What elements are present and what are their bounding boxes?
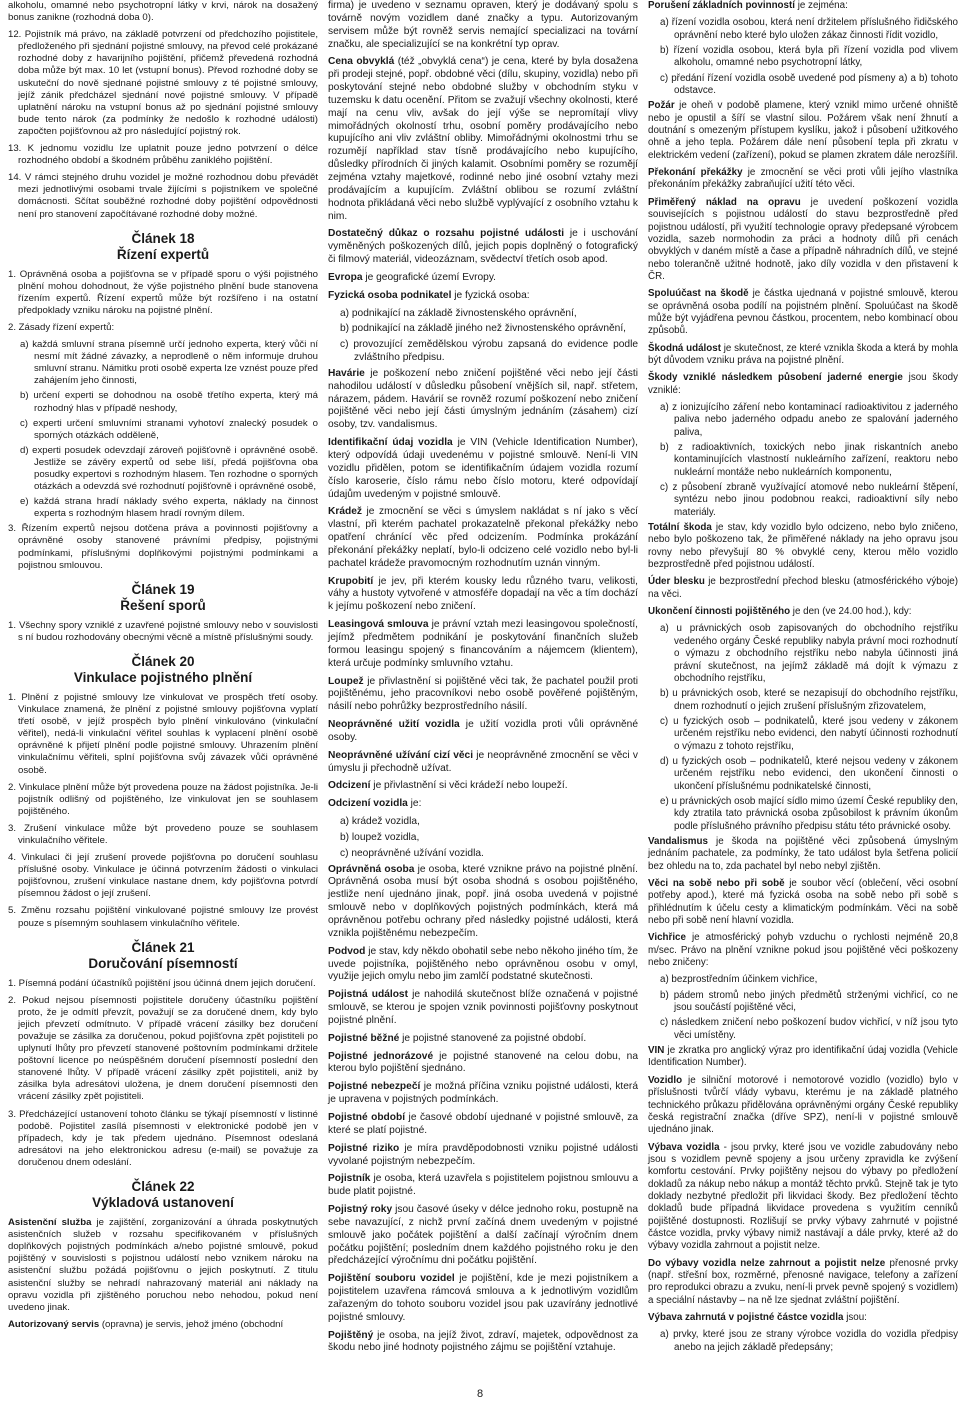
definition-body: jsou: <box>843 1312 867 1323</box>
definition-term: Vozidlo <box>648 1074 683 1086</box>
definition-body: je: <box>407 798 422 810</box>
definition-term: Pojistné nebezpečí <box>328 1081 421 1093</box>
definition <box>648 1045 958 1070</box>
definition-term: Neoprávněné užívání cizí věci <box>328 749 474 761</box>
paragraph-14: 14. V rámci stejného druhu vozidel je možné rozhodnou dobu převádět mezi jednotlivými osobami trvale žijícími s pojistníkem ve společné domácnosti. Sčítat souběžné rozhodné doby pojištění odpovědnosti není pro stanovení započítávané rozhodné doby možné. <box>8 172 318 220</box>
definition-body: je užití vozidla proti vůli oprávněné osoby. <box>328 719 638 743</box>
a18-item-c: c) experti určení smluvními stranami vyhotoví znalecký posudek o sporných otázkách odděleně, <box>20 417 318 441</box>
definition-body: je zmocnění se věci proti vůli jejího vlastníka překonáním překážky zabraňující užití této věci. <box>648 167 959 191</box>
a21-paragraph-2: 2. Pokud nejsou písemnosti pojistitele doručeny účastníku pojištění proto, že je odmítl převzít, považují se za doručené dnem, kdy bylo jejich převzetí odmítnuto. V případě vrácení zásilky bez doručení považuje se zásilka za doručenou, pokud pojišťovna zpět pojistiteli po uplynutí lhůty pro převzetí stanovené poštovním podmínkami držitele poštovní licence po neúspěšném doručení písemností poslední den stanovené lhůty. V případě vrácení zásilky zpět pojistiteli, aniž by zásilka byla adresátovi uložena, je dnem doručení písemnosti den vrácení zásilky zpět pojistiteli. <box>8 994 318 1103</box>
definition <box>328 780 638 793</box>
definition-body: je zejména: <box>794 0 848 11</box>
a21-paragraph-1: 1. Písemná podání účastníků pojištění jsou účinná dnem jejich doručení. <box>8 977 316 989</box>
definition-term: Loupež <box>328 675 364 687</box>
definition-body: je právní vztah mezi leasingovou společností, jejímž předmětem podnikání je poskytování finančních služeb formou leasingu spojený s financováním a nájemcem (klientem), která určuje podmínky smluvního vztahu. <box>328 619 638 669</box>
definition-list <box>328 0 638 1355</box>
definition-term: Překonání překážky <box>648 167 743 179</box>
list-item: a) krádež vozidla, <box>340 816 420 828</box>
definition <box>328 1204 638 1268</box>
definition-body: je osoba, která uzavřela s pojistitelem pojistnou smlouvu a bude platit pojistné. <box>328 1173 638 1198</box>
definition-body: (opravna) je servis, jehož jméno (obchodní <box>99 1318 284 1330</box>
article-19-title: Řešení sporů <box>120 597 206 613</box>
definition-body: je skutečnost, ze které vznikla škoda a která by mohla být důvodem vzniku práva na pojistné plnění. <box>648 342 958 366</box>
definition-body: je den (ve 24.00 hod.), kdy: <box>790 606 912 618</box>
column-middle <box>328 0 638 1360</box>
definition-term: Asistenční služba <box>8 1217 92 1229</box>
article-21-title: Doručování písemností <box>88 955 238 971</box>
definition-body: je fyzická osoba: <box>451 289 530 301</box>
article-20-heading <box>8 654 318 686</box>
definition-body: je možná příčina vzniku pojistné události, která je upravena v pojistných podmínkách. <box>328 1081 638 1106</box>
definition-term: Škody vzniklé následkem působení jaderné energie <box>648 372 903 384</box>
definition-term: Evropa <box>328 271 363 283</box>
definition-body: je míra pravděpodobnosti vzniku pojistné události vyvolané pojistným nebezpečím. <box>328 1142 638 1167</box>
a18-paragraph-2: 2. Zásady řízení expertů: <box>8 321 115 333</box>
definition <box>648 100 958 162</box>
definition-term: Pojištění souboru vozidel <box>328 1273 455 1285</box>
definition-body: je bezprostřední přechod blesku (atmosférického výboje) na věci. <box>648 576 958 600</box>
article-20-number: Článek 20 <box>131 653 195 669</box>
definition <box>328 1112 638 1138</box>
list-item: a) podnikající na základě živnostenského oprávnění, <box>340 307 577 319</box>
definition <box>328 290 638 303</box>
definition-body: je neoprávněné zmocnění se věci v úmyslu ji přechodně užívat. <box>328 749 638 774</box>
list-item: d) u fyzických osob – podnikatelů, které nejsou vedeny v zákonem určeném rejstříku nebo evidenci, den ukončení činnosti o ukončení příslušnému podnikatelské činnosti, <box>660 755 958 792</box>
definition-term: Podvod <box>328 945 366 957</box>
a18-item-d: d) experti posudek odevzdají zároveň pojišťovně i oprávněné osobě. Jestliže se závěry expertů od sebe liší, předá pojišťovna oba posudky expertovi s rozhodným hlasem. Ten rozhodne o sporných otázkách a odevzdá své rozhodnutí pojišťovně i oprávněné osobě, <box>20 444 318 493</box>
definition-term: Cena obvyklá <box>328 56 395 68</box>
definition-term: Odcizení vozidla <box>328 798 408 810</box>
definition <box>648 606 958 618</box>
definition-term: Přiměřený náklad na opravu <box>648 196 801 208</box>
definition <box>648 288 958 337</box>
definition-body: je silniční motorové i nemotorové vozidlo (vozidlo) bylo v příslušnosti tvůrčí vlády vybavu, kterému je na základě platného technického průkazu přidělována oprávněnými orgány České republiky česká registrační značka (dříve SPZ), není-li v pojistné smlouvě ujednáno jinak. <box>648 1074 958 1136</box>
definition <box>648 372 958 397</box>
definition <box>328 0 638 51</box>
definition <box>648 197 958 283</box>
definition-body: je stav, kdy někdo obohatil sebe nebo někoho jiného tím, že uvede pojistníka, pojištěného nebo oprávněnou osobu v omyl, využije jejich omylu nebo jim zamlčí podstatné skutečnosti. <box>328 945 638 983</box>
article-22-title: Výkladová ustanovení <box>92 1195 234 1211</box>
definition <box>648 932 958 969</box>
definition-body: - jsou prvky, které jsou ve vozidle zabudovány nebo jsou s vozidlem pevně spojeny a jsou určeny zpravidla ke zvýšení komfortu cestování. Prvky pojištěny nejsou do výbavy po předložení dokladů za nákup nebo nákup a montáž těchto prvků. Stejně tak je tyto doklady nezbytné předložit při likvidaci škody. Bez předložení těchto dokladů bude případná likvidace provedena s využitím cenníků pojištěné dostupnosti. Rozlišují se prvky výbavy zahrnuté v pojistné částce vozidla, prvky výbavy nimiž nastávají a dále prvky, které až do výbavy vozidla zahrnout a pojistit nelze. <box>648 1141 959 1252</box>
definition-body: je geografické území Evropy. <box>362 271 496 283</box>
definition <box>328 506 638 570</box>
definition-body: je nahodilá skutečnost blíže označená v pojistné smlouvě, se kterou je spojen vznik povinnosti pojišťovny poskytnout pojistné plnění. <box>328 989 638 1026</box>
definition-body: je pojistné stanovené na celou dobu, na kterou bylo pojištění sjednáno. <box>328 1050 638 1075</box>
list-item: a) prvky, které jsou ze strany výrobce vozidla do vozidla předpisy anebo na jejich základě předepsány; <box>660 1329 958 1353</box>
definition <box>328 272 638 285</box>
definition-term: Vichřice <box>648 932 686 944</box>
definition-body: přenosné prvky (např. střešní box, rozměrné, přenosné navigace, telefony a zařízení pro reprodukci obrazu a zvuku, není-li prvek pevně spojený s vozidlem) a speciální nástavby – na ně lze sjednat zvláštní pojištění. <box>648 1257 959 1306</box>
definition-body: je osoba, které vznikne právo na pojistné plnění. Oprávněná osoba musí být osoba shodná s osobou pojištěného, jestliže není ujednáno jinak, popř. jiná osoba uvedená v pojistné smlouvě nebo v doplňkových pojistných podmínkách, která má oprávněnou potřebu ochrany před následky pojistné události, která vznikla pojištěnému nebezpečím. <box>328 863 638 939</box>
article-22-number: Článek 22 <box>131 1179 195 1195</box>
list-item: c) následkem zničení nebo poškození budov vichřicí, v níž jsou tyto věci umístěny. <box>660 1017 958 1041</box>
definition <box>328 1173 638 1199</box>
definition-term: Identifikační údaj vozidla <box>328 437 453 449</box>
definition-term: Odcizení <box>328 780 371 792</box>
list-item: b) u právnických osob, které se nezapisují do obchodního rejstříku, dnem rozhodnutí o jejich zrušení příslušným zřizovatelem, <box>660 688 958 712</box>
definition-term: Fyzická osoba podnikatel <box>328 289 452 301</box>
definition-list <box>648 0 958 1354</box>
definition <box>648 836 958 873</box>
article-22-heading <box>8 1179 318 1211</box>
list-item: b) loupež vozidla, <box>340 831 420 843</box>
a18-paragraph-3: 3. Řízením expertů nejsou dotčena práva a povinnosti pojišťovny a oprávněné osoby stanovené právními předpisy, pojistnými podmínkami, příslušnými doplňkovými pojistnými podmínkami a pojistnou smlouvou. <box>8 523 318 571</box>
list-item: c) provozující zemědělskou výrobu zapsaná do evidence podle zvláštního předpisu. <box>340 339 638 364</box>
definition-term: Porušení základních povinností <box>648 0 795 11</box>
definition <box>328 989 638 1028</box>
definition-body: jsou škody vzniklé: <box>648 372 958 396</box>
definition-body: je soubor věcí (oblečení, věci osobní potřeby apod.), které má fyzická osoba na sobě nebo při sobě s přihlédnutím k účelu cesty a klimatickým podmínkám. Věci na sobě nebo při sobě není hlavní vozidla. <box>648 878 958 927</box>
definition-term: Spoluúčast na škodě <box>648 288 749 300</box>
definition-term: Dostatečný důkaz o rozsahu pojistné události <box>328 228 565 240</box>
definition-body: je pojistné stanovené za pojistné období. <box>399 1032 587 1044</box>
definition-body: je jev, při kterém kousky ledu různého tvaru, velikosti, váhy a hustoty vytvořené v atmosféře dopadají na věc a tím dochází k jejímu poškození nebo zničení. <box>328 575 638 613</box>
list-item: c) u fyzických osob – podnikatelů, které jsou vedeny v zákonem určeném rejstříku nebo evidenci, den nabytí účinnosti rozhodnutí o výmazu z tohoto rejstříku, <box>660 715 958 752</box>
definition-body: je i uschování vyměněných poškozených dílů, jejich popis doplněný o fotografický či filmový materiál, videozáznam, svědectví třetích osob apod. <box>328 228 638 266</box>
definition <box>328 864 638 941</box>
definition-term: Leasingová smlouva <box>328 619 429 631</box>
definition <box>328 437 638 501</box>
definition-body: je osoba, na jejíž život, zdraví, majetek, odpovědnost za škodu nebo jiné hodnoty pojistného zájmu se pojištění vztahuje. <box>328 1329 638 1354</box>
article-18-title: Řízení expertů <box>116 246 210 262</box>
definition-body: je časové období ujednané v pojistné smlouvě, za které se platí pojistné. <box>328 1111 638 1136</box>
definition <box>8 1319 318 1331</box>
definition <box>328 1033 638 1046</box>
definition-term: Neoprávněné užití vozidla <box>328 719 460 731</box>
definition-term: Krádež <box>328 506 362 518</box>
page-number: 8 <box>476 1388 484 1400</box>
definition-body: je poškození nebo zničení pojištěné věci nebo její části nahodilou událostí v důsledku působení vnějších sil, např. střetem, nárazem, pádem. Havárií se rovněž rozumí poškození nebo zničení pojištěné věci nebo její části úmyslným jednáním (zásahem) cizí osoby, tzv. vandalismus. <box>328 367 638 431</box>
definition-body: je zkratka pro anglický výraz pro identifikační údaj vozidla (Vehicle Identification Number). <box>648 1045 958 1069</box>
definition-body: je zajištění, zorganizování a úhrada poskytnutých asistenčních služeb v rozsahu specifikovaném v příslušných doplňkových pojistných podmínkách a/nebo pojistné smlouvě, pokud pojištěný v souvislosti s pojistnou událostí nebo vznikem nároku na asistenční službu požádá pojišťovnu o jejich poskytnutí. Z titulu asistenční služby se nehradí nahrazovaný materiál ani náklady na opravu vozidla při zjištěného poruchou nebo nehodou, pokud není uvedeno jinak. <box>8 1217 318 1313</box>
definition-term: Krupobití <box>328 575 374 587</box>
a20-paragraph-1: 1. Plnění z pojistné smlouvy lze vinkulovat ve prospěch třetí osoby. Vinkulace znamená, že plnění z pojistné smlouvy pojišťovna vyplatí třetí osobě, v jejíž prospěch bylo plnění vinkulováno (vinkulační věřitel), nedá-li vinkulační věřitel souhlas k vyplacení plnění osobě oprávněné k přijetí plnění podle pojistné smlouvy. Uhrazením plnění vinkulačnímu věřiteli, splní pojišťovna svůj závazek vůči oprávněné osobě. <box>8 691 318 776</box>
column-left <box>8 0 318 1336</box>
definition <box>328 719 638 745</box>
definition-term: Vandalismus <box>648 835 708 847</box>
definition-term: Ukončení činnosti pojištěného <box>648 606 791 618</box>
definition <box>648 878 958 927</box>
definition-body: firma) je uvedeno v seznamu opraven, který je dodávaný spolu s továrně novým vozidlem dané značky a typu. Autorizovaným servisem může být rovněž servis nemající specializaci na tovární značku, ale specializující se na konkrétní typ oprav. <box>328 0 638 50</box>
definition <box>328 368 638 432</box>
definition <box>328 1143 638 1169</box>
definition-body: je atmosférický pohyb vzduchu o rychlosti nejméně 20,8 m/sec. Právo na plnění vznikne pokud jsou pojištěné věci poškozeny nebo zničeny: <box>648 932 958 969</box>
list-item: b) pádem stromů nebo jiných předmětů strženými vichřicí, co ne jsou součástí pojištěné věci, <box>660 989 958 1014</box>
a20-paragraph-2: 2. Vinkulace plnění může být provedena pouze na žádost pojistníka. Je-li pojistník odlišný od pojištěného, lze vinkulovat jen se souhlasem pojištěného. <box>8 781 318 817</box>
a21-paragraph-3: 3. Předcházející ustanovení tohoto článku se týkají písemností v listinné podobě. Pojistitel zasílá písemnosti v elektronické podobě jen v případech, kdy je tak předem ujednáno. Písemnost odeslaná adresátovi na jeho elektronickou adresu (e-mail) se považuje za doručenou dnem odeslání. <box>8 1108 318 1168</box>
list-item: b) řízení vozidla osobou, která byla při řízení vozidla pod vlivem alkoholu, omamné nebo psychotropní látky, <box>660 45 958 69</box>
definition-term: Pojistný roky <box>328 1204 393 1216</box>
definition <box>328 228 638 267</box>
list-item: a) bezprostředním účinkem vichřice, <box>660 974 818 986</box>
definition-body: je oheň v podobě plamene, který vznikl mimo určené ohniště nebo je opustil a šíří se vlastní silou. Požárem však není žhnutí a doutnání s omezeným přístupem kyslíku, jakož i působení užitkového ohně a jeho tepla. Požárem dále není působení tepla při zkratu v elektrickém vedení (zařízení), pokud se plamen zkratem dále nerozšířil. <box>648 100 958 161</box>
article-21-number: Článek 21 <box>131 939 195 955</box>
article-20-title: Vinkulace pojistného plnění <box>73 669 253 685</box>
definition-term: Havárie <box>328 367 365 379</box>
list-item: c) neoprávněné užívání vozidla. <box>340 847 484 859</box>
definition-body: je pojištění, kde je mezi pojistníkem a pojistitelem uzavřena rámcová smlouva a k jednotlivým vozidlům zařazeným do tohoto souboru vozidel jsou pak uzavírány jednotlivé pojistné smlouvy. <box>328 1273 638 1323</box>
definition-term: Pojistné riziko <box>328 1142 400 1154</box>
definition-term: Oprávněná osoba <box>328 863 415 875</box>
definition-term: Úder blesku <box>648 576 705 588</box>
list-item: c) z působení zbraně využívající atomové nebo nukleární štěpení, syntézu nebo jinou podobnou reakci, radioaktivní síly nebo materiály. <box>660 482 958 518</box>
article-21-heading <box>8 940 318 972</box>
definition <box>328 576 638 615</box>
definition-term: Do výbavy vozidla nelze zahrnout a pojistit nelze <box>648 1257 886 1269</box>
definition-term: Věci na sobě nebo při sobě <box>648 878 785 889</box>
article-19-number: Článek 19 <box>131 581 195 597</box>
definition <box>328 676 638 715</box>
column-right <box>648 0 958 1357</box>
definition <box>648 1312 958 1324</box>
article-18-heading <box>8 231 318 263</box>
definition <box>648 0 958 12</box>
article-19-heading <box>8 582 318 614</box>
a18-paragraph-1: 1. Oprávněná osoba a pojišťovna se v případě sporu o výši pojistného plnění mohou dohodnout, že výše pojistného plnění bude stanovena řízením expertů. Řízení expertů může být rozšířeno i na ostatní předpoklady vzniku nároku na pojistné plnění. <box>8 268 318 316</box>
definition <box>328 946 638 985</box>
definition <box>328 1081 638 1107</box>
definition-body: (též „obvyklá cena“) je cena, které by byla dosažena při prodeji stejné, popř. obdobné věci (dílu, skupiny, vozidla) nebo při poskytování stejné nebo obdobné služby v obchodním styku v tuzemsku k datu ocenění. Přitom se zvažují všechny okolnosti, které mají na cenu vliv, avšak do její výše se nepromítají vlivy mimořádných okolností trhu, osobní poměry prodávajícího nebo kupujícího ani vliv zvláštní obliby. Mimořádnými okolnostmi trhu se rozumějí například stav tísně prodávajícího nebo kupujícího, důsledky přírodních či jiných kalamit. Osobními poměry se rozumějí zejména vztahy majetkové, rodinné nebo jiné osobní vztahy mezi prodávajícím a kupujícím. Zvláštní oblibou se rozumí zvláštní hodnota přikládaná věci nebo službě vyplývající z osobního vztahu k nim. <box>328 56 638 222</box>
definition <box>648 1258 958 1307</box>
definition <box>648 1142 958 1253</box>
article-18-number: Článek 18 <box>131 230 195 246</box>
paragraph-12: 12. Pojistník má právo, na základě potvrzení od předchozího pojistitele, předloženého při sjednání pojistné smlouvy, na převod celé prokázané rozhodné doby z havarijního pojištění, přičemž převedená rozhodná doba může být max. 10 let (vstupní bonus). Převod rozhodné doby se uskuteční do nově sjednané pojistné smlouvy z té pojistné smlouvy, jejíž zánik předcházel sjednání nové pojistné smlouvy. V případě uplatnění nároku na vstupní bonus až po sjednání pojistné smlouvy bude tento nárok (za podmínky že nedošlo k rozhodné události) započten pojišťovnou až pro následující pojistný rok. <box>8 29 318 137</box>
definition-body: je zmocnění se věci s úmyslem nakládat s ní jako s věcí vlastní, při kterém pachatel prokazatelně překonal překážky nebo opatření chránící věc před odcizením. Podmínka prokázání překonání překážky neplatí, bylo-li odcizeno celé vozidlo nebo byl-li pachatel krádeže pravomocným rozhodnutím uznán vinným. <box>328 506 638 569</box>
definition <box>328 1051 638 1077</box>
list-item: e) u právnických osob mající sídlo mimo území České republiky den, kdy ztratila tato právnická osoba způsobilost k právním úkonům podle příslušného právního předpisu státu této právnické osoby. <box>660 795 958 832</box>
definition-term: Pojistné běžné <box>328 1032 400 1044</box>
definition <box>328 56 638 223</box>
definition-body: jsou časové úseky v délce jednoho roku, postupně na sebe navazující, z nichž první začíná dnem uvedeným v pojistné smlouvě jako počátek pojištění a další začínají výročním dnem počátku pojištění; posledním dnem každého pojistného roku je den předcházející výročnímu dni počátku pojištění. <box>328 1204 638 1267</box>
list-item: c) předání řízení vozidla osobě uvedené pod písmeny a) a b) tohoto odstavce. <box>660 72 958 97</box>
paragraph-13: 13. K jednomu vozidlu lze uplatnit pouze jedno potvrzení o délce rozhodného období a škodném průběhu zaniklého pojištění. <box>8 143 318 167</box>
list-item: b) z radioaktivních, toxických nebo jinak riskantních anebo kontaminujících vlastností nukleárního zařízení, reaktoru nebo nukleární montáže nebo nukleárních komponentu, <box>660 442 958 478</box>
a18-item-a: a) každá smluvní strana písemně určí jednoho experta, který vůči ní nesmí mít žádné závazky, a neprodleně o něm informuje druhou smluvní stranu. Námitku proti osobě experta lze vznést pouze před zahájením jeho činnosti, <box>20 339 318 387</box>
definition-term: Pojistné období <box>328 1111 406 1123</box>
definition-body: je přivlastnění si pojištěné věci tak, že pachatel použil proti pojištěnému, jeho pracovníkovi nebo osobě pověřené pojištěným, násilí nebo pohrůžky bezprostředního násilí. <box>328 675 638 713</box>
definition-body: je VIN (Vehicle Identification Number), který odpovídá údaji uvedenému v pojistné smlouvě. Není-li VIN vozidlu přidělen, potom se identifikačním údajem vozidla rozumí číslo karoserie, číslo rámu nebo číslo motoru, které odpovídají údajům uvedeným v pojistné smlouvě. <box>328 437 638 500</box>
definition <box>648 576 958 601</box>
definition <box>648 167 958 192</box>
list-item: a) z ionizujícího záření nebo kontaminací radioaktivitou z jaderného paliva nebo jaderného odpadu anebo ze spalování jaderného paliva, <box>660 401 958 438</box>
definition-term: Požár <box>648 100 675 112</box>
a20-paragraph-4: 4. Vinkulaci či její zrušení provede pojišťovna po doručení souhlasu příslušné osoby. Vinkulace je účinná potvrzením žádosti o vinkulaci pojišťovnou, zrušení vinkulace nastane dnem, kdy pojišťovna potvrdí písemnou žádost o její zrušení. <box>8 852 318 900</box>
definition-body: je stav, kdy vozidlo bylo odcizeno, nebo bylo zničeno, nebo bylo poškozeno tak, že přiměřené náklady na jeho opravu jsou rovny nebo převyšují 80 % obvyklé ceny, kterou mělo vozidlo bezprostředně před pojistnou událostí. <box>648 522 958 571</box>
definition <box>328 750 638 776</box>
definition-term: Pojištěný <box>328 1329 374 1341</box>
definition <box>328 798 638 811</box>
definition-term: Škodná událost <box>648 342 721 354</box>
a18-item-b: b) určení experti se dohodnou na osobě třetího experta, který má rozhodný hlas v případě neshody, <box>20 390 318 414</box>
a20-paragraph-3: 3. Zrušení vinkulace může být provedeno pouze se souhlasem vinkulačního věřitele. <box>8 822 318 846</box>
definition-body: je částka ujednaná v pojistné smlouvě, kterou se oprávněná osoba podílí na pojistném plnění. Spoluúčast na škodě může být vyjádřena pevnou částkou, procentem, nebo kombinací obou způsobů. <box>648 288 959 337</box>
list-item: a) u právnických osob zapisovaných do obchodního rejstříku vedeného orgány České republiky nabyla právní moci rozhodnutí o výmazu z obchodního rejstříku nebo nabyla účinnosti jiná právní skutečnost, na jejímž základě má dojít k výmazu z obchodního rejstříku, <box>660 623 958 684</box>
definition-body: je škoda na pojištěné věci způsobená úmyslným jednáním pachatele, za podmínky, že tato událost byla šetřena policií bez ohledu na to, zda pachatel byl nebo nebyl zjištěn. <box>648 835 958 872</box>
definition-body: je uvedení poškození vozidla souvisejících s pojistnou událostí do stavu bezprostředně před pojistnou událostí, při využití technologie opravy předepsané výrobcem vozidla, sazeb normohodin za práci a hodnoty dílů při cenách obvyklých v daném místě a čase a případně náhradních dílů, ve stejné nebo tolerančně užitné hodnotě, jako díly vozidla v den přistavení k ČR. <box>648 196 958 282</box>
a18-item-e: e) každá strana hradí náklady svého experta, náklady na činnost experta s rozhodným hlasem hradí rovným dílem. <box>20 496 318 520</box>
list-item: a) řízení vozidla osobou, která není držitelem příslušného řidičského oprávnění nebo které bylo uložen zákaz činnosti řídit vozidlo, <box>660 17 958 41</box>
a20-paragraph-5: 5. Změnu rozsahu pojištění vinkulované pojistné smlouvy lze provést pouze s písemným souhlasem vinkulačního věřitele. <box>8 905 318 929</box>
definition <box>8 1217 318 1314</box>
definition <box>328 1273 638 1324</box>
definition-term: Výbava vozidla <box>648 1141 720 1153</box>
definition-term: Pojistná událost <box>328 989 408 1001</box>
definition <box>328 619 638 670</box>
definition <box>648 1075 958 1137</box>
definition <box>648 522 958 571</box>
definition-term: Pojistné jednorázové <box>328 1050 434 1062</box>
definition <box>648 343 958 368</box>
a19-paragraph-1: 1. Všechny spory vzniklé z uzavřené pojistné smlouvy nebo v souvislosti s ní budou rozhodovány obecnými věcně a místně příslušnými soudy. <box>8 619 318 643</box>
definition-term: VIN <box>648 1045 665 1057</box>
definition-body: je přivlastnění si věci krádeží nebo loupeží. <box>370 780 568 792</box>
definition-term: Totální škoda <box>648 522 712 534</box>
definition-term: Autorizovaný servis <box>8 1318 100 1330</box>
intro-paragraph: alkoholu, omamné nebo psychotropní látky v krvi, nárok na dosažený bonus zanikne (rozhodná doba 0). <box>8 0 318 24</box>
list-item: b) podnikající na základě jiného než živnostenského oprávnění, <box>340 323 627 335</box>
definition <box>328 1330 638 1356</box>
definition-term: Výbava zahrnutá v pojistné částce vozidla <box>648 1312 844 1323</box>
definition-term: Pojistník <box>328 1173 371 1185</box>
